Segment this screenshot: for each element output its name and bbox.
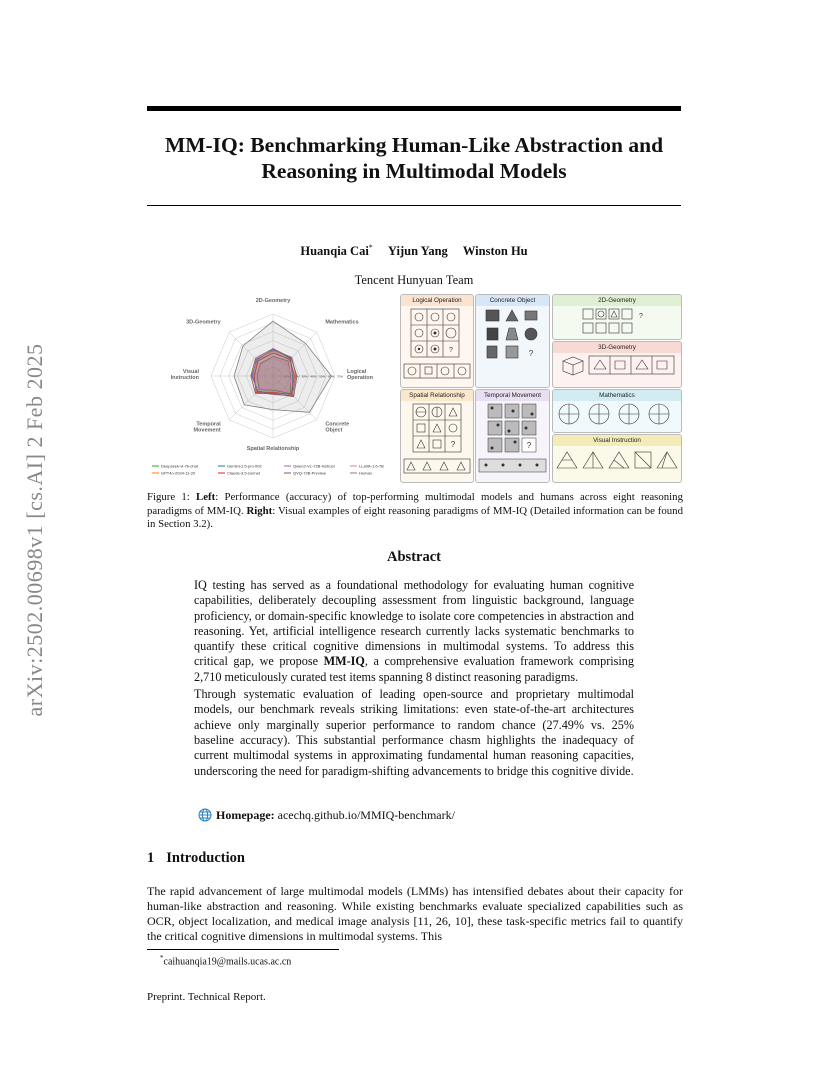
introduction-paragraph: The rapid advancement of large multimodal models (LMMs) has intensified debates about their capacity for human-like abstraction and reasoning. While existing benchmarks evaluate specialized capabilities such as OCR, object localization, and medical image analysis [11, 26, 10], these task-specific metrics fail to quantify the critical cognitive dimensions in multimodal systems. This [147,884,683,943]
homepage-line [198,808,455,826]
arxiv-id-text: arXiv:2502.00698v1 [cs.AI] 2 Feb 2025 [22,343,47,717]
logical-operation-puzzle-illustration [401,306,473,386]
svg-text:?: ? [449,347,453,354]
svg-text:?: ? [450,440,456,449]
caption-right-label: Right [246,504,273,517]
concrete-object-puzzle-illustration [476,306,549,386]
benchmark-name: MM-IQ [323,654,365,669]
svg-text:?: ? [526,441,532,450]
affiliation: Tencent Hunyuan Team [354,273,474,287]
author [300,244,372,258]
panel-3d-geometry [552,341,682,388]
author-name: Winston Hu [462,244,528,259]
3d-geometry-puzzle-illustration [553,353,681,386]
visual-instruction-puzzle-illustration [553,446,681,481]
panel-temporal-movement [475,389,550,483]
radar-axis-label: Temporal Movement [193,421,221,434]
radar-ring-label: 50% [319,374,326,379]
legend-label: Deepseek-vl-7b-chat [161,463,198,469]
legend-label: Gemini-1.5-pro-002 [227,463,262,469]
footnote [160,954,291,967]
panel-logical-operation [400,294,474,388]
panel-mathematics [552,389,682,433]
section-number: 1 [147,850,155,866]
footnote-mark: * [160,954,164,962]
homepage-label: Homepage: [216,808,275,822]
legend-label: Claude-3.5-sonnet [227,470,260,476]
caption-right-text: : Visual examples of eight reasoning paradigms of MM-IQ (Detailed information can be found in Section 3.2). [147,504,683,530]
radar-axis-label: Visual Instruction [170,369,199,381]
radar-axis-label: Mathematics [325,319,359,326]
radar-ring-label: 20% [292,374,299,379]
author-list [147,243,681,259]
radar-ring-label: 40% [310,374,317,379]
title-line-1: MM-IQ: Benchmarking Human-Like Abstraction and [164,133,664,157]
abstract-heading: Abstract [387,549,441,565]
caption-left-label: Left [196,491,216,503]
title-top-rule [147,106,681,111]
paper-title [147,132,681,184]
globe-icon [198,808,212,826]
author [388,244,448,258]
legend-label: GPT4o-2024-11-20 [161,470,196,476]
radar-axis-label: Spatial Relationship [246,446,300,452]
radar-ring-label: 60% [328,374,335,379]
legend-label: QVQ-72B-Preview [293,470,326,476]
abstract-body [194,578,634,779]
svg-text:?: ? [639,313,643,320]
section-heading [147,850,245,867]
radar-axis-label: Concrete Object [325,421,350,434]
spatial-relationship-puzzle-illustration [401,401,473,481]
radar-chart [148,296,398,482]
title-bottom-rule [147,205,681,206]
radar-ring-label: 70% [337,374,344,379]
legend-label: Qwen2-VL-72B-Instruct [293,463,335,469]
panel-2d-geometry [552,294,682,340]
caption-left-text: : Performance (accuracy) of top-performing multimodal models and humans across eight reasoning paradigms of MM-IQ. [147,491,683,517]
radar-axis-label: 3D-Geometry [186,319,221,326]
caption-prefix: Figure 1: [147,491,197,503]
radar-axis-label: 2D-Geometry [255,298,291,304]
panel-title: 3D-Geometry [553,342,681,353]
panel-title: Spatial Relationship [401,390,473,401]
author-name: Yijun Yang [387,244,448,259]
paradigm-examples [400,294,682,482]
footnote-email: caihuanqia19@mails.ucas.ac.cn [163,956,292,968]
2d-geometry-puzzle-illustration [553,306,681,338]
panel-title: Visual Instruction [553,435,681,446]
author [463,244,528,258]
abstract-text: , a comprehensive evaluation framework comprising 2,710 meticulously curated test items spanning 8 distinct reasoning paradigms. [194,654,634,684]
footnote-rule [147,949,339,950]
panel-title: Concrete Object [476,295,549,306]
homepage-link[interactable]: acechq.github.io/MMIQ-benchmark/ [277,808,455,822]
panel-spatial-relationship [400,389,474,483]
panel-visual-instruction [552,434,682,483]
legend-label: LLaVA-1.6-7B [359,463,384,469]
preprint-note: Preprint. Technical Report. [147,991,266,1003]
svg-text:?: ? [528,349,534,358]
section-title: Introduction [166,850,245,866]
panel-concrete-object [475,294,550,388]
panel-title: Temporal Movement [476,390,549,401]
radar-chart-svg [148,296,398,482]
title-line-2: Reasoning in Multimodal Models [261,159,567,183]
radar-ring-label: 10% [283,374,290,379]
panel-title: 2D-Geometry [553,295,681,306]
radar-axis-label: Logical Operation [347,369,373,381]
abstract-paragraph-1 [194,578,634,685]
abstract-text: IQ testing has served as a foundational methodology for evaluating human cognitive capabilities, deliberately decoupling assessment from linguistic background, language proficiency, or domain-specific knowledge to isolate core competencies in abstraction and reasoning. Yet, artificial intelligence research currently lacks systematic benchmarks to quantify these critical cognitive dimensions in multimodal systems. To address this critical gap, we propose [194,578,634,669]
radar-series-human [234,321,331,412]
arxiv-side-identifier [20,300,50,760]
abstract-paragraph-2: Through systematic evaluation of leading open-source and proprietary multimodal models, our benchmark reveals striking limitations: even state-of-the-art architectures achieve only marginally superior performance to random chance (27.49% vs. 25% baseline accuracy). This substantial performance chasm highlights the inadequacy of current multimodal systems in approximating fundamental human reasoning capacities, underscoring the need for paradigm-shifting advancements to bridge this cognitive divide. [194,687,634,778]
temporal-movement-puzzle-illustration [476,401,549,481]
legend-label: Human [359,470,372,476]
radar-ring-label: 30% [301,374,308,379]
mathematics-puzzle-illustration [553,401,681,431]
author-name: Huanqia Cai [300,244,369,259]
panel-title: Mathematics [553,390,681,401]
panel-title: Logical Operation [401,295,473,306]
author-footnote-mark: * [368,243,373,252]
figure-caption [147,491,683,532]
